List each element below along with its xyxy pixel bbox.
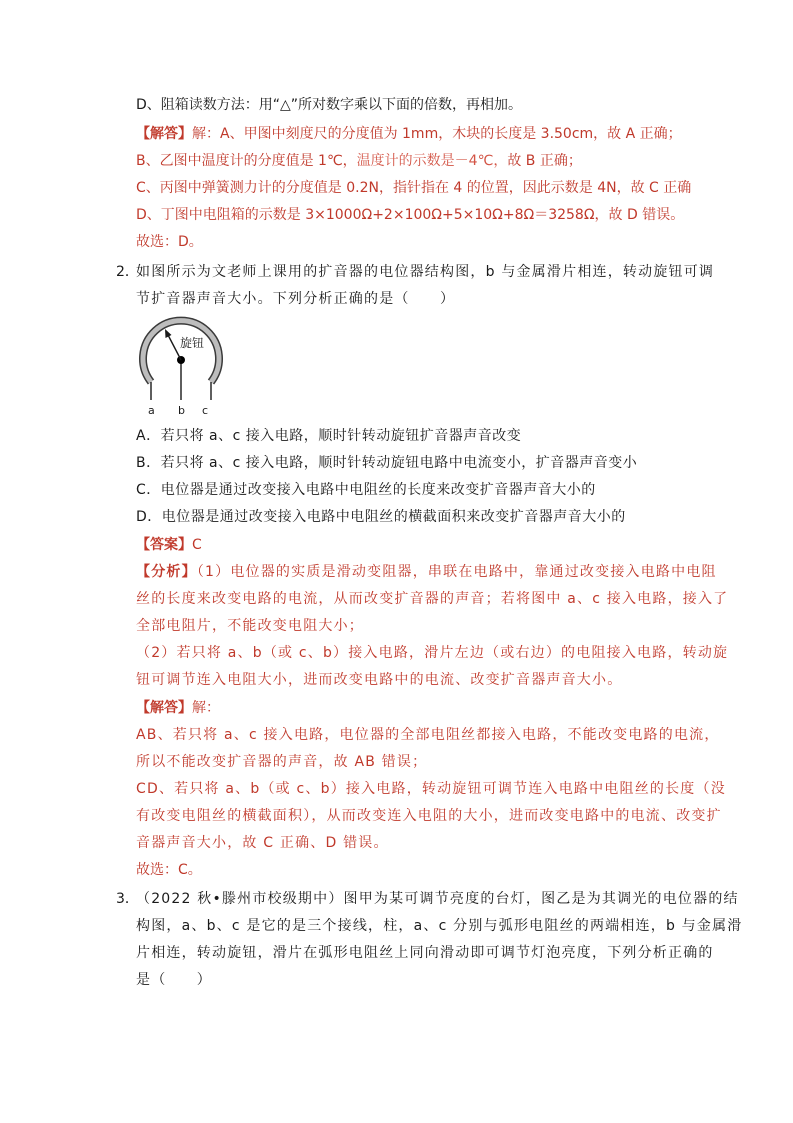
q2-stem-2: 节扩音器声音大小。下列分析正确的是（ ） (136, 291, 456, 307)
answer-value: C (192, 537, 202, 553)
q2-answer-line (136, 535, 202, 555)
q2-jieda-5: 音器声音大小，故 C 正确、D 错误。 (136, 835, 389, 851)
q2-analysis-5: 钮可调节连入电阻大小，进而改变电路中的电流、改变扩音器声音大小。 (136, 672, 623, 688)
q2-jieda-3: CD、若只将 a、b（或 c、b）接入电路，转动旋钮可调节连入电路中电阻丝的长度（没 (136, 781, 726, 797)
q2-analysis-2: 丝的长度来改变电路的电流，从而改变扩音器的声音；若将图中 a、c 接入电路，接入了 (136, 591, 729, 607)
q2-analysis-3: 全部电阻片，不能改变电阻大小； (136, 618, 364, 634)
q2-option-b: B．若只将 a、c 接入电路，顺时针转动旋钮电路中电流变小，扩音器声音变小 (136, 455, 638, 471)
q3-stem-1: （2022 秋•滕州市校级期中）图甲为某可调节亮度的台灯，图乙是为其调光的电位器的结 (136, 891, 739, 907)
terminal-a-label: a (148, 404, 155, 417)
q2-jieda-1: AB、若只将 a、c 接入电路，电位器的全部电阻丝都接入电路，不能改变电路的电流， (136, 727, 720, 743)
q2-option-a: A．若只将 a、c 接入电路，顺时针转动旋钮扩音器声音改变 (136, 428, 522, 444)
prev-b-part1: B、乙图中温度计的分度值是 1℃， (136, 153, 357, 169)
q3-stem-3: 片相连，转动旋钮，滑片在弧形电阻丝上同向滑动即可调节灯泡亮度，下列分析正确的 (136, 945, 714, 961)
prev-c-line: C、丙图中弹簧测力计的分度值是 0.2N，指针指在 4 的位置，因此示数是 4N，故 C 正确 (136, 180, 692, 196)
potentiometer-figure (130, 316, 230, 420)
q2-jieda-4: 有改变电阻丝的横截面积），从而改变连入电阻的大小，进而改变电路中的电流、改变扩 (136, 808, 722, 824)
q2-choose: 故选：C。 (136, 862, 202, 878)
prev-b-part2: 温度计的示数是－4℃， (356, 153, 508, 169)
prev-jieda-line (136, 124, 682, 144)
q3-stem-4: 是（ ） (136, 972, 212, 988)
jieda-tag: 【解答】 (136, 126, 192, 142)
knob-label: 旋钮 (180, 336, 205, 350)
prev-b-part3: 故 B 正确； (507, 153, 582, 169)
q2-analysis-4: （2）若只将 a、b（或 c、b）接入电路，滑片左边（或右边）的电阻接入电路，转动旋 (136, 645, 729, 661)
q2-jieda-2: 所以不能改变扩音器的声音，故 AB 错误； (136, 754, 428, 770)
analysis-tag: 【分析】 (136, 564, 197, 580)
terminal-c-label: c (202, 404, 209, 417)
q2-stem-1: 如图所示为文老师上课用的扩音器的电位器结构图，b 与金属滑片相连，转动旋钮可调 (136, 264, 715, 280)
q2-option-c: C．电位器是通过改变接入电路中电阻丝的长度来改变扩音器声音大小的 (136, 482, 596, 498)
prev-d-line: D、丁图中电阻箱的示数是 3×1000Ω+2×100Ω+5×10Ω+8Ω＝3258Ω，故 D 错误。 (136, 207, 685, 223)
q2-analysis-1: 【分析】（1）电位器的实质是滑动变阻器，串联在电路中，靠通过改变接入电路中电阻 (136, 564, 717, 580)
q2-number: 2． (116, 264, 139, 280)
q2-jieda-head: 【解答】解： (136, 700, 220, 716)
prev-b-line (136, 151, 582, 171)
prev-d-option: D、阻箱读数方法：用“△”所对数字乘以下面的倍数，再相加。 (136, 97, 523, 113)
q3-stem-2: 构图，a、b、c 是它的是三个接线，柱，a、c 分别与弧形电阻丝的两端相连，b 与金属滑 (136, 918, 743, 934)
terminal-b-label: b (178, 404, 185, 417)
prev-choose: 故选：D。 (136, 234, 203, 250)
q3-number: 3． (116, 891, 139, 907)
answer-tag: 【答案】 (136, 537, 192, 553)
q2-option-d: D．电位器是通过改变接入电路中电阻丝的横截面积来改变扩音器声音大小的 (136, 509, 626, 525)
jieda-tag-2: 【解答】 (136, 700, 192, 716)
prev-jieda-a: 解：A、甲图中刻度尺的分度值为 1mm，木块的长度是 3.50cm，故 A 正确； (192, 126, 682, 142)
